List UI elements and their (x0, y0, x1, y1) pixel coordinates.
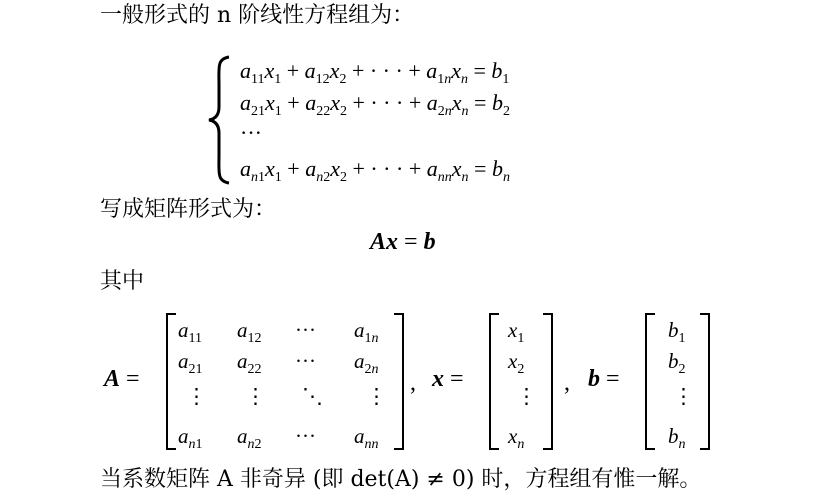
matrix-a-cell: ··· (295, 349, 316, 373)
vector-b-entry: $b_n$ (668, 424, 686, 452)
system-row-3-dots: ··· (240, 120, 262, 145)
vector-x-label: x = (432, 366, 464, 392)
conclusion-text-content: 当系数矩阵 A 非奇异 (即 det(A) ≠ 0) 时，方程组有惟一解。 (100, 467, 702, 492)
matrix-a-cell: ⋱ (302, 384, 323, 408)
intro-text (100, 2, 414, 30)
system-row-1: $a_{11}x_1 + a_{12}x_2$ + · · · + $a_{1n}x_n = b_1$ (240, 58, 510, 87)
vector-x-entry: $x_2$ (508, 349, 525, 377)
vector-b-label: b = (588, 366, 620, 392)
matrix-a-cell: ··· (295, 424, 316, 448)
matrix-a-cell: $a_{n2}$ (237, 424, 262, 452)
matrix-a-cell: ⋮ (186, 384, 207, 408)
vector-b-left-bracket (645, 313, 655, 450)
conclusion-text (100, 466, 701, 494)
vector-b-entry: ⋮ (673, 384, 694, 408)
vector-x-entry: ⋮ (516, 384, 537, 408)
matrix-a-cell: $a_{11}$ (178, 318, 202, 346)
matrix-a-cell: $a_{n1}$ (178, 424, 203, 452)
system-row-3 (240, 120, 262, 146)
matrix-form-text (100, 196, 276, 224)
vector-x-left-bracket (489, 313, 499, 450)
matrix-equation: Ax = b (370, 229, 436, 255)
vector-b-entry: $b_1$ (668, 318, 686, 346)
system-brace (205, 55, 235, 185)
matrix-a-label: A = (104, 366, 140, 392)
where-text-content: 其中 (100, 269, 145, 294)
vector-x-right-bracket (543, 313, 553, 450)
separator-comma: , (410, 370, 416, 396)
matrix-a-cell: $a_{1n}$ (354, 318, 379, 346)
system-row-2: $a_{21}x_1 + a_{22}x_2$ + · · · + $a_{2n}x_n = b_2$ (240, 90, 510, 119)
matrix-form-text-content: 写成矩阵形式为： (100, 197, 277, 222)
matrix-a-right-bracket (394, 313, 404, 450)
vector-x-entry: $x_1$ (508, 318, 525, 346)
matrix-a-cell: ··· (295, 318, 316, 342)
vector-b-entry: $b_2$ (668, 349, 686, 377)
matrix-a-cell: $a_{22}$ (237, 349, 262, 377)
intro-text-content: 一般形式的 n 阶线性方程组为： (100, 3, 415, 28)
where-text (100, 268, 144, 296)
vector-b-right-bracket (700, 313, 710, 450)
vector-x-entry: $x_n$ (508, 424, 525, 452)
matrix-a-left-bracket (166, 313, 176, 450)
matrix-a-cell: $a_{nn}$ (354, 424, 379, 452)
separator-comma: , (564, 370, 570, 396)
matrix-a-cell: ⋮ (366, 384, 387, 408)
matrix-a-cell: $a_{2n}$ (354, 349, 379, 377)
system-row-4: $a_{n1}x_1 + a_{n2}x_2$ + · · · + $a_{nn}x_n = b_n$ (240, 156, 510, 185)
matrix-a-cell: $a_{21}$ (178, 349, 203, 377)
matrix-a-cell: ⋮ (245, 384, 266, 408)
matrix-a-cell: $a_{12}$ (237, 318, 262, 346)
